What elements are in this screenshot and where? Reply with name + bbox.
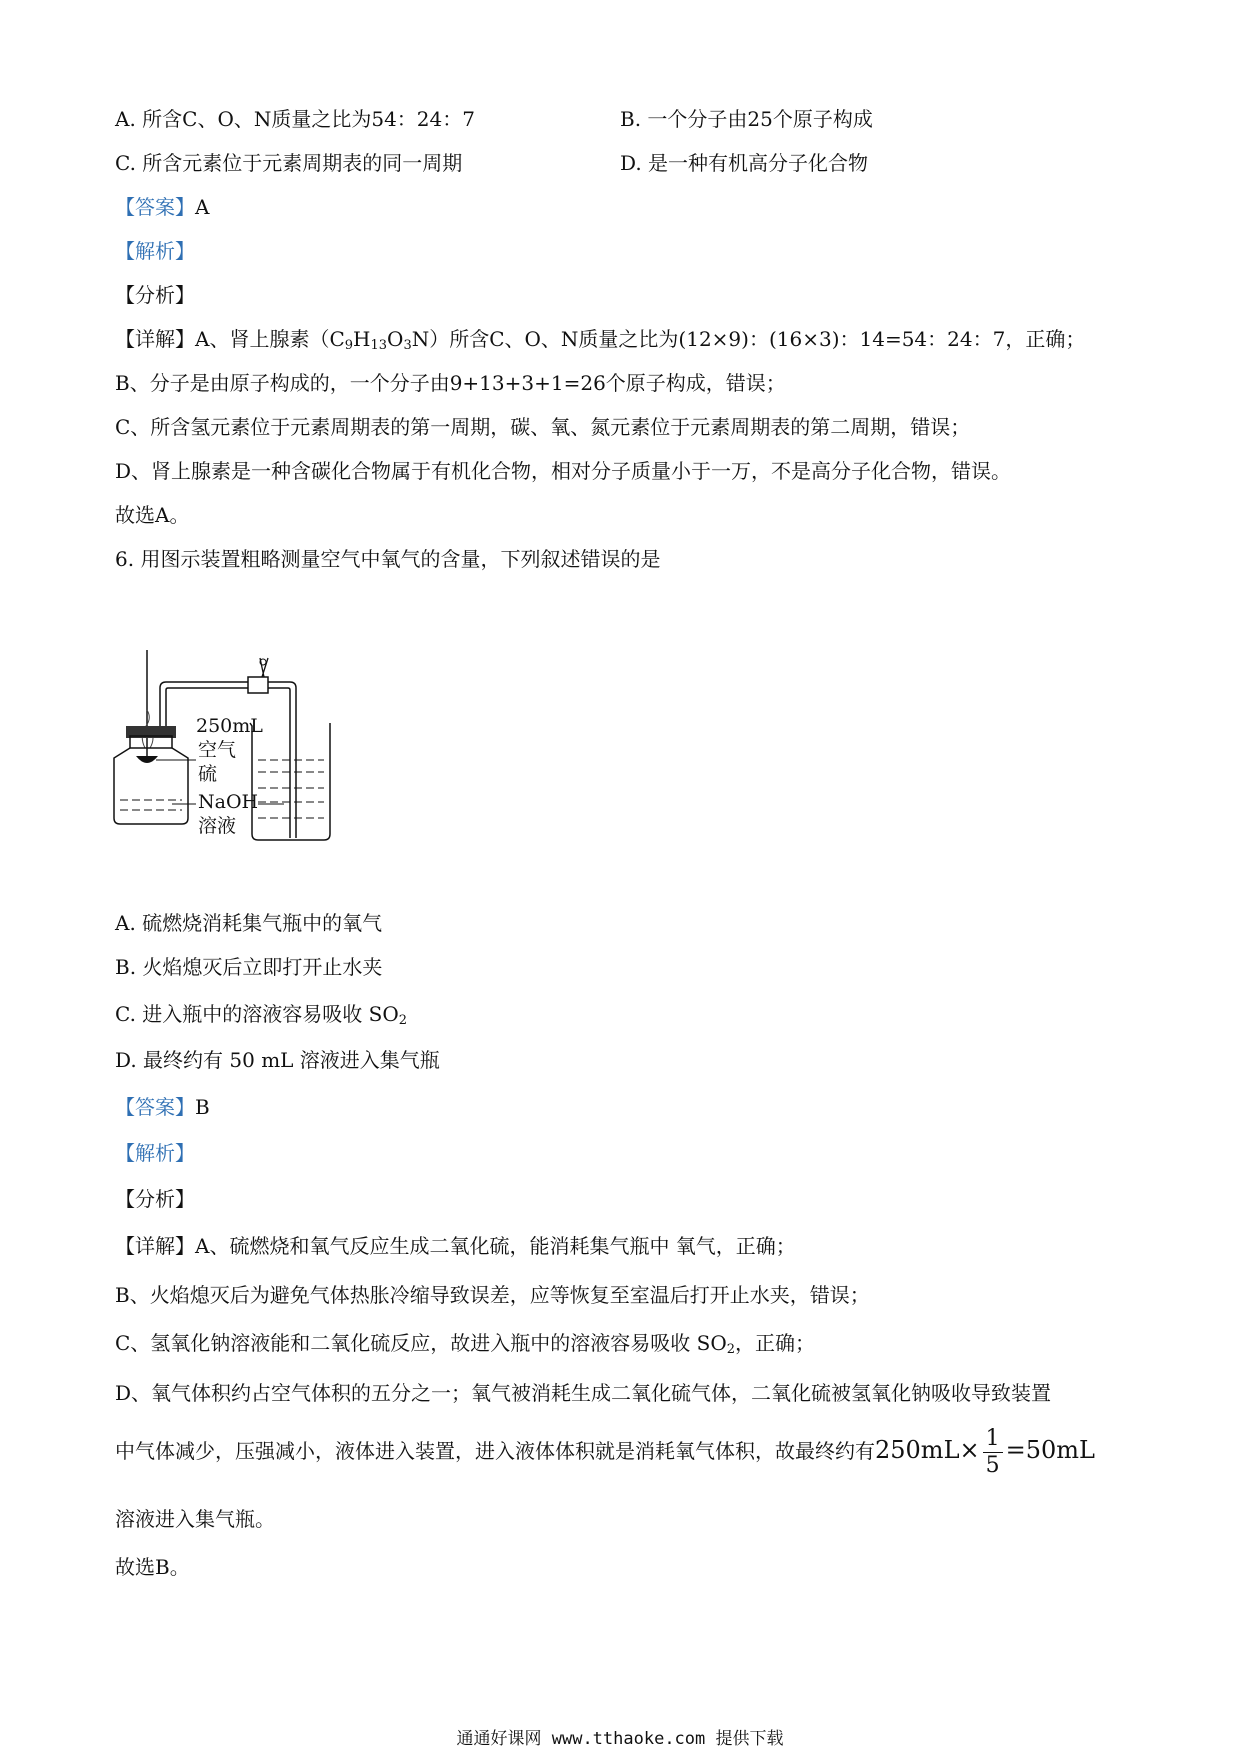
q5-option-d: D. 是一种有机高分子化合物 bbox=[620, 151, 869, 175]
q5-detail-c: C、所含氢元素位于元素周期表的第一周期，碳、氧、氮元素位于元素周期表的第二周期，错误； bbox=[115, 415, 971, 439]
q6-detail-d2 bbox=[115, 1426, 1095, 1479]
formula-elem: N bbox=[411, 327, 430, 351]
q6-option-a: A. 硫燃烧消耗集气瓶中的氧气 bbox=[115, 911, 383, 935]
formula-elem: H bbox=[353, 327, 371, 351]
q6-answer bbox=[115, 1094, 210, 1120]
q6-question: 6. 用图示装置粗略测量空气中氧气的含量，下列叙述错误的是 bbox=[115, 547, 661, 571]
formula-right: =50mL bbox=[1005, 1436, 1095, 1464]
q6-detail-c bbox=[115, 1330, 815, 1356]
label-air: 空气 bbox=[198, 739, 237, 761]
detail-tag: 【详解】 bbox=[115, 327, 195, 351]
formula-sub: 2 bbox=[398, 1013, 408, 1028]
answer-tag: 【答案】 bbox=[115, 195, 195, 219]
q5-detail-a bbox=[115, 326, 1085, 352]
label-volume: 250mL bbox=[196, 715, 263, 737]
formula-sub: 9 bbox=[344, 338, 354, 353]
q6-detail-d1: D、氧气体积约占空气体积的五分之一；氧气被消耗生成二氧化硫气体，二氧化硫被氢氧化钠吸收导致装置 bbox=[115, 1381, 1052, 1405]
apparatus-diagram bbox=[112, 648, 382, 878]
q5-detail-b: B、分子是由原子构成的，一个分子由9+13+3+1=26个原子构成，错误； bbox=[115, 371, 786, 395]
clamp-icon bbox=[248, 677, 268, 693]
formula-left: 250mL× bbox=[875, 1436, 980, 1464]
detail-text: A、肾上腺素（C bbox=[195, 327, 345, 351]
q6-conclusion: 故选B。 bbox=[115, 1555, 190, 1579]
label-sulfur: 硫 bbox=[198, 763, 218, 785]
detail-text: A、硫燃烧和氧气反应生成二氧化硫，能消耗集气瓶中 氧气，正确； bbox=[195, 1234, 796, 1258]
detail-tag: 【详解】 bbox=[115, 1234, 195, 1258]
q5-option-b: B. 一个分子由25个原子构成 bbox=[620, 107, 873, 131]
fraction-numerator: 1 bbox=[983, 1426, 1003, 1453]
q5-answer bbox=[115, 194, 209, 220]
detail-text: ）所含C、O、N质量之比为(12×9)：(16×3)：14=54：24：7，正确； bbox=[429, 327, 1086, 351]
clamp-handle bbox=[260, 658, 268, 677]
fraction-denominator: 5 bbox=[985, 1453, 1000, 1478]
q5-detail-d: D、肾上腺素是一种含碳化合物属于有机化合物，相对分子质量小于一万，不是高分子化合物，错误。 bbox=[115, 459, 1012, 483]
detail-text: 中气体减少，压强减小，液体进入装置，进入液体体积就是消耗氧气体积，故最终约有 bbox=[115, 1439, 875, 1463]
answer-tag: 【答案】 bbox=[115, 1095, 195, 1119]
q6-option-d: D. 最终约有 50 mL 溶液进入集气瓶 bbox=[115, 1048, 440, 1072]
q6-fenxi-tag: 【分析】 bbox=[115, 1187, 195, 1211]
q5-option-c: C. 所含元素位于元素周期表的同一周期 bbox=[115, 151, 463, 175]
formula-sub: 2 bbox=[726, 1342, 736, 1357]
detail-text: ，正确； bbox=[735, 1331, 816, 1355]
q5-analysis-tag: 【解析】 bbox=[115, 239, 195, 263]
q6-analysis-tag: 【解析】 bbox=[115, 1141, 195, 1165]
label-naoh: NaOH bbox=[198, 791, 259, 813]
formula-elem: O bbox=[387, 327, 404, 351]
page-footer: 通通好课网 www.tthaoke.com 提供下载 bbox=[456, 1729, 784, 1749]
answer-value: B bbox=[195, 1095, 210, 1119]
fraction bbox=[983, 1426, 1003, 1479]
combustion-spoon bbox=[136, 756, 158, 763]
q6-detail-d3: 溶液进入集气瓶。 bbox=[115, 1507, 275, 1531]
option-text: C. 进入瓶中的溶液容易吸收 SO bbox=[115, 1002, 399, 1026]
q6-detail-b: B、火焰熄灭后为避免气体热胀冷缩导致误差，应等恢复至室温后打开止水夹，错误； bbox=[115, 1283, 870, 1307]
q6-detail-a bbox=[115, 1233, 796, 1259]
formula-sub: 3 bbox=[403, 338, 412, 353]
q5-conclusion: 故选A。 bbox=[115, 503, 190, 527]
label-solution: 溶液 bbox=[198, 815, 237, 837]
formula-sub: 13 bbox=[370, 338, 388, 353]
q5-fenxi-tag: 【分析】 bbox=[115, 283, 195, 307]
detail-text: C、氢氧化钠溶液能和二氧化硫反应，故进入瓶中的溶液容易吸收 SO bbox=[115, 1331, 727, 1355]
q6-option-b: B. 火焰熄灭后立即打开止水夹 bbox=[115, 955, 383, 979]
q6-option-c bbox=[115, 1001, 407, 1027]
answer-value: A bbox=[195, 195, 210, 219]
q5-option-a: A. 所含C、O、N质量之比为54：24：7 bbox=[115, 107, 475, 131]
